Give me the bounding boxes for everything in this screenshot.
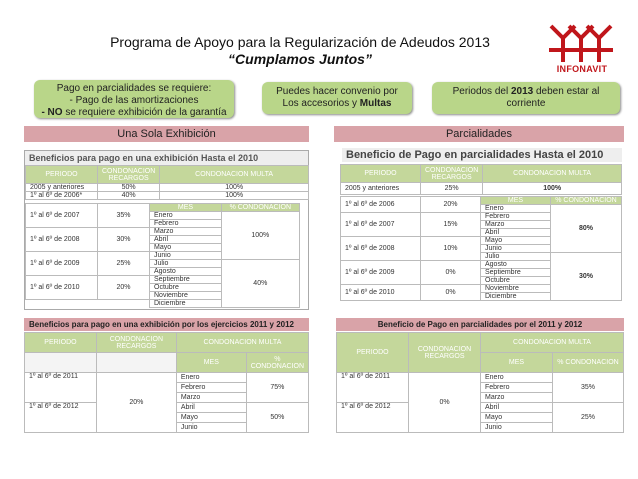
month-cell: Noviembre [150, 292, 222, 300]
col-header-recargos: CONDONACION RECARGOS [421, 165, 483, 183]
col-header-periodo: PERIODO [25, 333, 97, 353]
table-cell: 0% [421, 261, 481, 285]
table-right-bottom-grid [336, 332, 624, 433]
callout-middle-line-1: Puedes hacer convenio por [276, 86, 398, 97]
callout-convenio [262, 82, 412, 114]
month-cell: Junio [481, 423, 553, 433]
month-cell: Septiembre [481, 269, 551, 277]
month-cell: Noviembre [481, 285, 551, 293]
col-header-multa: CONDONACION MULTA [483, 165, 622, 183]
month-cell: Enero [481, 205, 551, 213]
pct-cell: 30% [551, 253, 622, 301]
table-cell: 20% [421, 197, 481, 213]
month-cell: Junio [150, 252, 222, 260]
title-line-1: Programa de Apoyo para la Regularización de Adeudos 2013 [110, 34, 490, 50]
table-cell: 50% [98, 184, 160, 192]
month-cell: Febrero [481, 213, 551, 221]
table-row: 1º al 6º de 2008 [341, 237, 421, 261]
month-cell: Diciembre [150, 300, 222, 308]
month-cell: Octubre [481, 277, 551, 285]
month-cell: Mayo [150, 244, 222, 252]
col-header-multa: CONDONACION MULTA [176, 333, 308, 353]
col-header-recargos: CONDONACION RECARGOS [409, 333, 481, 373]
sub-header-mes: MES [481, 353, 553, 373]
month-cell: Julio [481, 253, 551, 261]
col-header-multa: CONDONACION MULTA [160, 166, 309, 184]
table-right-top-months [340, 196, 622, 301]
table-cell: 100% [483, 183, 622, 195]
month-cell: Enero [176, 373, 246, 383]
table-cell: 100% [160, 184, 309, 192]
spacer [299, 300, 308, 308]
pct-cell: 100% [222, 212, 300, 260]
spacer [25, 353, 97, 373]
table-row: 2005 y anteriores [341, 183, 421, 195]
table-row: 1º al 6º de 2009 [26, 252, 98, 276]
month-cell: Abril [481, 229, 551, 237]
col-header-multa: CONDONACION MULTA [481, 333, 624, 353]
pct-cell: 40% [222, 260, 300, 308]
table-cell: 25% [98, 252, 150, 276]
title-line-2: “Cumplamos Juntos” [228, 51, 372, 67]
table-cell: 30% [98, 228, 150, 252]
month-cell: Agosto [150, 268, 222, 276]
table-cell: 100% [160, 192, 309, 200]
table-right-top-grid [340, 164, 622, 195]
month-cell: Junio [481, 245, 551, 253]
table-row: 2005 y anteriores [26, 184, 98, 192]
month-cell: Febrero [150, 220, 222, 228]
callout-parcialidades-requisitos [34, 80, 234, 118]
table-right-top-caption: Beneficio de Pago en parcialidades Hasta el 2010 [342, 148, 622, 162]
sub-header-pct: % CONDONACION [222, 204, 300, 212]
spacer [26, 300, 150, 308]
table-row: 1º al 6º de 2012 [25, 403, 97, 433]
callout-right-line-1: Periodos del 2013 deben estar al [452, 86, 600, 97]
callout-periodos-2013 [432, 82, 620, 114]
pct-cell: 35% [553, 373, 624, 403]
table-cell: 10% [421, 237, 481, 261]
table-left-bottom-caption: Beneficios para pago en una exhibición por los ejercicios 2011 y 2012 [24, 318, 309, 331]
month-cell: Mayo [176, 413, 246, 423]
sub-header-pct: % CONDONACION [246, 353, 308, 373]
col-header-periodo: PERIODO [26, 166, 98, 184]
month-cell: Enero [481, 373, 553, 383]
month-cell: Marzo [150, 228, 222, 236]
table-cell: 0% [421, 285, 481, 301]
col-header-periodo: PERIODO [341, 165, 421, 183]
sub-header-pct: % CONDONACION [551, 197, 622, 205]
table-row: 1º al 6º de 2007 [341, 213, 421, 237]
month-cell: Mayo [481, 237, 551, 245]
month-cell: Febrero [176, 383, 246, 393]
callout-middle-line-2: Los accesorios y Multas [282, 98, 392, 109]
sub-header-mes: MES [481, 197, 551, 205]
table-cell: 15% [421, 213, 481, 237]
col-header-periodo: PERIODO [337, 333, 409, 373]
spacer [96, 353, 176, 373]
callout-right-line-2: corriente [506, 98, 546, 109]
table-row: 1º al 6º de 2006* [26, 192, 98, 200]
month-cell: Abril [481, 403, 553, 413]
table-row: 1º al 6º de 2007 [26, 204, 98, 228]
pct-cell: 80% [551, 205, 622, 253]
month-cell: Julio [150, 260, 222, 268]
table-row: 1º al 6º de 2006 [341, 197, 421, 213]
month-cell: Abril [150, 236, 222, 244]
table-row: 1º al 6º de 2012 [337, 403, 409, 433]
callout-left-line-3: - NO se requiere exhibición de la garantía [41, 107, 227, 118]
table-cell: 20% [98, 276, 150, 300]
pct-cell: 75% [246, 373, 308, 403]
pct-cell: 25% [553, 403, 624, 433]
table-left-top-caption: Beneficios para pago en una exhibición Hasta el 2010 [25, 151, 308, 165]
month-cell: Septiembre [150, 276, 222, 284]
month-cell: Diciembre [481, 293, 551, 301]
table-right-bottom [336, 318, 624, 436]
month-cell: Octubre [150, 284, 222, 292]
month-cell: Marzo [481, 393, 553, 403]
callout-left-line-1: Pago en parcialidades se requiere: [56, 83, 212, 94]
table-right-bottom-caption: Beneficio de Pago en parcialidades por el 2011 y 2012 [336, 318, 624, 331]
table-row: 1º al 6º de 2009 [341, 261, 421, 285]
logo-text: INFONAVIT [556, 64, 608, 74]
table-cell: 0% [409, 373, 481, 433]
month-cell: Agosto [481, 261, 551, 269]
band-una-sola-exhibicion: Una Sola Exhibición [24, 126, 309, 142]
table-cell: 40% [98, 192, 160, 200]
table-left-top-months [25, 203, 309, 308]
table-row: 1º al 6º de 2011 [25, 373, 97, 403]
table-row: 1º al 6º de 2010 [26, 276, 98, 300]
pct-cell: 50% [246, 403, 308, 433]
table-cell: 25% [421, 183, 483, 195]
band-parcialidades: Parcialidades [334, 126, 624, 142]
table-cell: 35% [98, 204, 150, 228]
sub-header-mes: MES [150, 204, 222, 212]
month-cell: Abril [176, 403, 246, 413]
callout-left-line-2: - Pago de las amortizaciones [69, 95, 199, 106]
table-left-top-grid [25, 165, 309, 200]
table-row: 1º al 6º de 2010 [341, 285, 421, 301]
col-header-recargos: CONDONACION RECARGOS [98, 166, 160, 184]
page-title [60, 34, 540, 68]
month-cell: Mayo [481, 413, 553, 423]
month-cell: Marzo [176, 393, 246, 403]
table-right-top [338, 148, 624, 310]
month-cell: Enero [150, 212, 222, 220]
table-left-bottom-grid [24, 332, 309, 433]
col-header-recargos: CONDONACION RECARGOS [96, 333, 176, 353]
sub-header-mes: MES [176, 353, 246, 373]
month-cell: Marzo [481, 221, 551, 229]
table-left-bottom [24, 318, 309, 436]
month-cell: Junio [176, 423, 246, 433]
table-row: 1º al 6º de 2008 [26, 228, 98, 252]
table-left-top [24, 150, 309, 310]
month-cell: Febrero [481, 383, 553, 393]
sub-header-pct: % CONDONACION [553, 353, 624, 373]
table-row: 1º al 6º de 2011 [337, 373, 409, 403]
table-cell: 20% [96, 373, 176, 433]
